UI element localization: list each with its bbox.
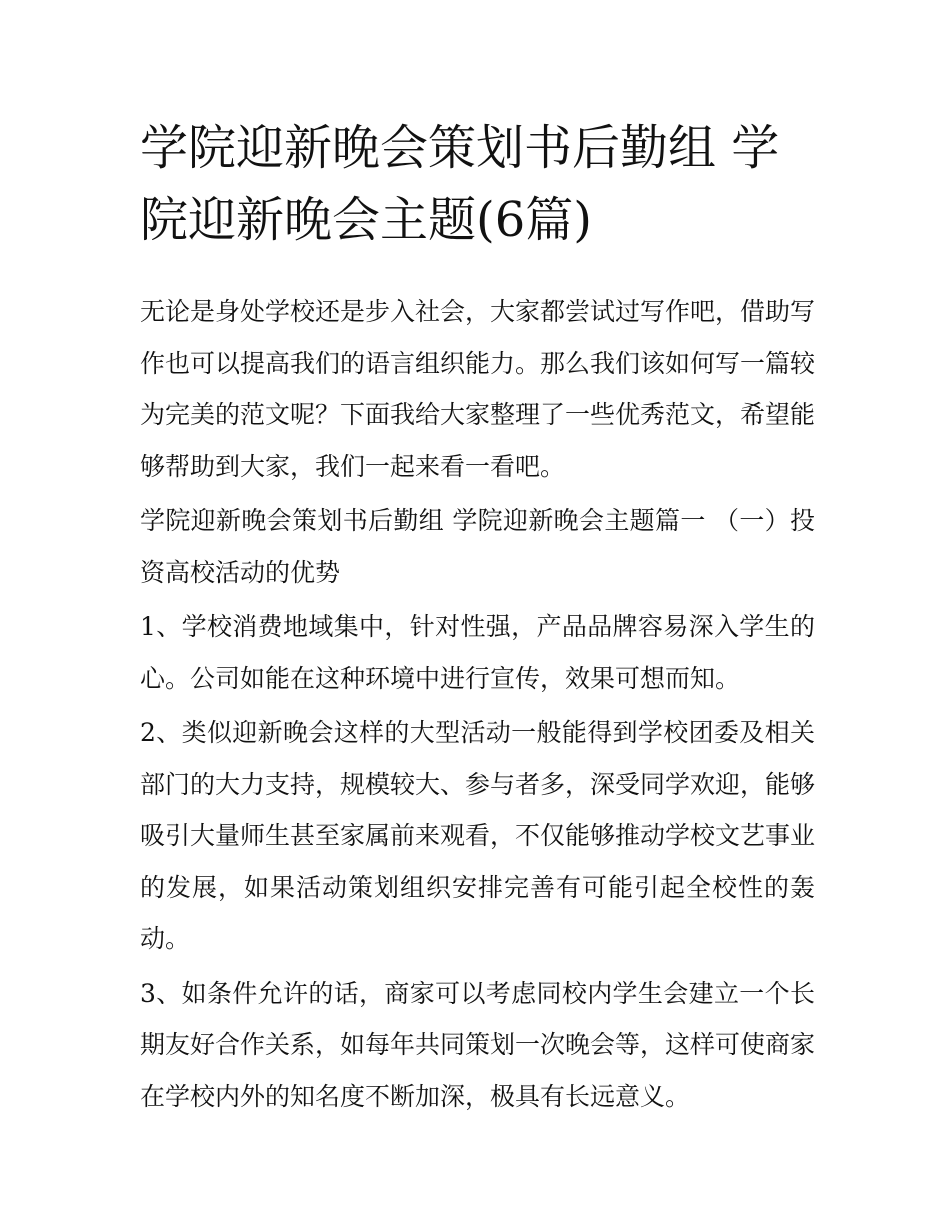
document-page bbox=[140, 112, 815, 1125]
document-title: 学院迎新晚会策划书后勤组 学院迎新晚会主题(6篇) bbox=[140, 120, 780, 248]
point-2-paragraph: 2、类似迎新晚会这样的大型活动一般能得到学校团委及相关部门的大力支持，规模较大、参与者多，深受同学欢迎，能够吸引大量师生甚至家属前来观看，不仅能够推动学校文艺事业的发展，如果活动策划组织安排完善有可能引起全校性的轰动。 bbox=[140, 718, 816, 953]
section-heading: 学院迎新晚会策划书后勤组 学院迎新晚会主题篇一 （一）投资高校活动的优势 bbox=[140, 506, 815, 587]
document-body bbox=[140, 286, 815, 1122]
intro-paragraph: 无论是身处学校还是步入社会，大家都尝试过写作吧，借助写作也可以提高我们的语言组织能力。那么我们该如何写一篇较为完美的范文呢？下面我给大家整理了一些优秀范文，希望能够帮助到大家，我们一起来看一看吧。 bbox=[140, 297, 816, 481]
point-3-paragraph: 3、如条件允许的话，商家可以考虑同校内学生会建立一个长期友好合作关系，如每年共同策划一次晚会等，这样可使商家在学校内外的知名度不断加深，极具有长远意义。 bbox=[140, 978, 816, 1111]
point-1-paragraph: 1、学校消费地域集中，针对性强，产品品牌容易深入学生的心。公司如能在这种环境中进行宣传，效果可想而知。 bbox=[140, 612, 815, 693]
